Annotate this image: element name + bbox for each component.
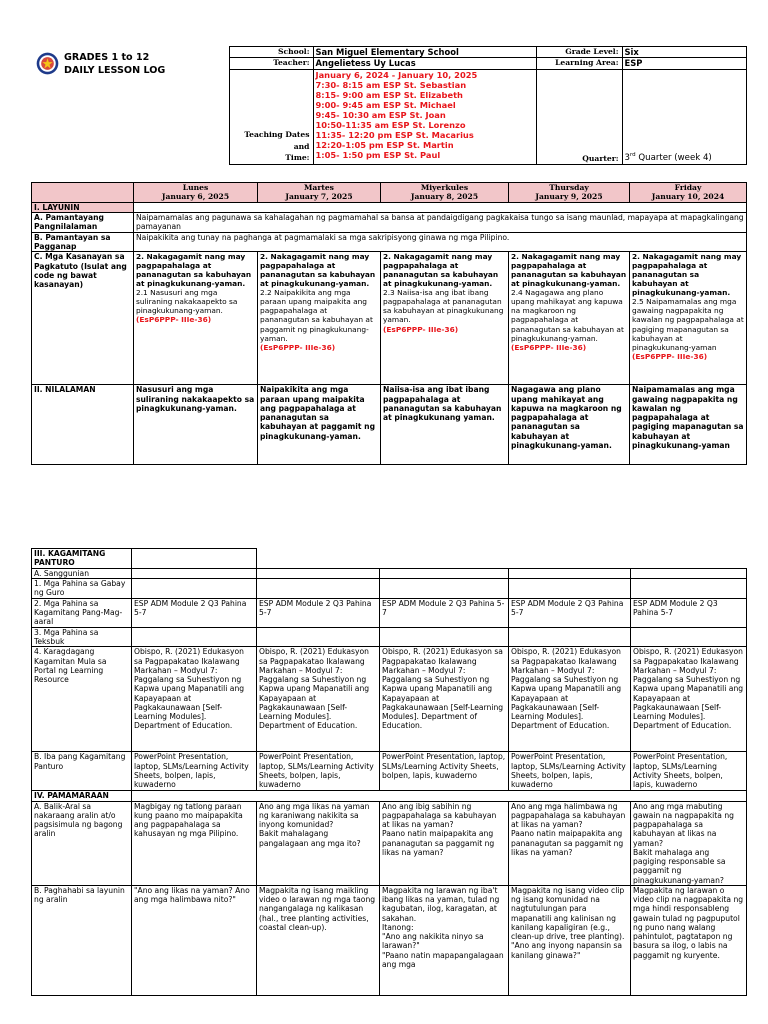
iba-label: B. Iba pang Kagamitang Panturo — [32, 752, 132, 791]
empty-cell — [257, 568, 380, 578]
teksbuk-label: 3. Mga Pahina sa Teksbuk — [32, 627, 132, 647]
day-name: Martes — [304, 183, 334, 192]
kagamitan-heading-row — [32, 549, 747, 569]
school-value: San Miguel Elementary School — [313, 47, 536, 58]
portal-cell: Obispo, R. (2021) Edukasyon sa Pagpapakatao Ikalawang Markahan – Modyul 7: Paggalang sa Suhestiyon ng Kapwa upang Mapanatili ang Kapayapaan at Pagkakaunawaan [Self-Learning Modules]. Department of Education. — [631, 647, 747, 752]
schedule — [313, 69, 536, 164]
iba-row — [32, 752, 747, 791]
pamantayang-row — [32, 212, 747, 232]
portal-label: 4. Karagdagang Kagamitan Mula sa Portal ng Learning Resource — [32, 647, 132, 752]
balik-aral-label: A. Balik-Aral sa nakaraang aralin at/o pagsisimula ng bagong aralin — [32, 801, 132, 885]
quarter-value — [622, 69, 746, 164]
kasanayan-row — [32, 252, 747, 385]
empty-cell — [132, 568, 257, 578]
day-header-wednesday — [381, 183, 509, 203]
balik-aral-cell: Ano ang mga mabuting gawain na nagpapakita ng pagpapahalaga sa kabuhayan at likas na yaman? Bakit mahalaga ang pagiging responsable sa paggamit ng pinagkukunang-yaman? — [631, 801, 747, 885]
teacher-value: Angelietess Uy Lucas — [313, 58, 536, 69]
empty-cell — [509, 627, 631, 647]
teksbuk-row — [32, 627, 747, 647]
comp-code: (EsP6PPP- IIIe-36) — [383, 324, 459, 334]
empty-cell — [380, 578, 509, 598]
day-name: Lunes — [182, 183, 209, 192]
day-name: Miyerkules — [420, 183, 469, 192]
comp-text: 2.2 Naipakikita ang mga paraan upang maipakita ang pagpapahalaga at pananagutan sa kabuhayan at paggamit ng pinagkukunang-yaman. — [260, 288, 373, 343]
empty-cell — [509, 568, 631, 578]
gabay-row — [32, 578, 747, 598]
comp-text: 2.3 Naiisa-isa ang ibat ibang pagpapahalaga at pananagutan sa kabuhayan at pinagkukunang yaman. — [383, 288, 504, 325]
empty-cell — [257, 627, 380, 647]
kagamitan-heading-blank — [132, 549, 257, 569]
schedule-line: 7:30- 8:15 am ESP St. Sebastian — [315, 79, 467, 90]
comp-head: 2. Nakagagamit nang may pagpapahalaga at pananagutan sa kabuhayan at pinagkukunang-yaman. — [511, 252, 627, 289]
portal-cell: Obispo, R. (2021) Edukasyon sa Pagpapakatao Ikalawang Markahan – Modyul 7: Paggalang sa Suhestiyon ng Kapwa upang Mapanatili ang Kapayapaan at Pagkakaunawaan [Self-Learning Modules]. Department of Education. — [509, 647, 631, 752]
empty-cell — [380, 568, 509, 578]
portal-cell: Obispo, R. (2021) Edukasyon sa Pagpapakatao Ikalawang Markahan – Modyul 7: Paggalang sa Suhestiyon ng Kapwa upang Mapanatili ang Kapayapaan at Pagkakaunawaan [Self-Learning Modules]. Department of Education. — [132, 647, 257, 752]
quarter-label: Quarter: — [536, 69, 622, 164]
paghahabi-cell: Magpakita ng isang maikling video o larawan ng mga taong nangangalaga ng kalikasan (hal., tree planting activities, coastal clean-up). — [257, 885, 380, 995]
title-grades: GRADES 1 to 12 — [64, 51, 150, 63]
day-header-friday — [630, 183, 747, 203]
sanggunian-label: A. Sanggunian — [32, 568, 132, 578]
comp-head: 2. Nakagagamit nang may pagpapahalaga at pananagutan sa kabuhayan at pinagkukunang-yaman. — [632, 252, 742, 298]
iba-cell: PowerPoint Presentation, laptop, SLMs/Learning Activity Sheets, bolpen, lapis, kuwaderno — [132, 752, 257, 791]
module-cell: ESP ADM Module 2 Q3 Pahina 5-7 — [509, 598, 631, 627]
empty-cell — [631, 627, 747, 647]
day-name: Thursday — [549, 183, 589, 192]
pang-mag-aaral-row — [32, 598, 747, 627]
day-header-monday — [134, 183, 258, 203]
schedule-line: 9:00- 9:45 am ESP St. Michael — [315, 99, 456, 110]
quarter-text: Quarter (week 4) — [635, 153, 712, 164]
comp-head: 2. Nakagagamit nang may pagpapahalaga at pananagutan sa kabuhayan at pinagkukunang-yaman. — [136, 252, 252, 289]
comp-head: 2. Nakagagamit nang may pagpapahalaga at pananagutan sa kabuhayan at pinagkukunang-yaman. — [260, 252, 376, 289]
kasanayan-cell — [630, 252, 747, 385]
pang-mag-aaral-label: 2. Mga Pahina sa Kagamitang Pang-Mag-aaral — [32, 598, 132, 627]
teacher-label: Teacher: — [229, 58, 313, 69]
module-cell: ESP ADM Module 2 Q3 Pahina 5-7 — [380, 598, 509, 627]
deped-seal-icon — [36, 52, 59, 75]
pagganap-row — [32, 232, 747, 252]
paghahabi-cell: Magpakita ng larawan ng iba't ibang likas na yaman, tulad ng kagubatan, ilog, karagatan, at sakahan. Itanong: "Ano ang nakikita ninyo sa larawan?" "Paano natin mapapangalagaan ang mga — [380, 885, 509, 995]
portal-cell: Obispo, R. (2021) Edukasyon sa Pagpapakatao Ikalawang Markahan – Modyul 7: Paggalang sa Suhestiyon ng Kapwa upang Mapanatili ang Kapayapaan at Pagkakaunawaan [Self-Learning Modules]. Department of Education. — [380, 647, 509, 752]
layunin-blank — [134, 202, 747, 212]
empty-cell — [631, 578, 747, 598]
schedule-line: 11:35- 12:20 pm ESP St. Macarius — [315, 130, 474, 141]
area-value: ESP — [622, 58, 746, 69]
objectives-table — [31, 182, 747, 465]
paghahabi-row — [32, 885, 747, 995]
portal-cell: Obispo, R. (2021) Edukasyon sa Pagpapakatao Ikalawang Markahan – Modyul 7: Paggalang sa Suhestiyon ng Kapwa upang Mapanatili ang Kapayapaan at Pagkakaunawaan [Self-Learning Modules]. Department of Education. — [257, 647, 380, 752]
procedure-table — [31, 548, 747, 996]
empty-cell — [132, 578, 257, 598]
title-block — [31, 47, 229, 165]
nilalaman-cell: Naipakikita ang mga paraan upang maipakita ang pagpapahalaga at pananagutan sa kabuhayan at paggamit ng pinagkukunang-yaman. — [258, 385, 381, 465]
balik-aral-cell: Magbigay ng tatlong paraan kung paano mo maipapakita ang pagpapahalaga sa kahusayan ng mga Pilipino. — [132, 801, 257, 885]
paghahabi-cell: "Ano ang likas na yaman? Ano ang mga halimbawa nito?" — [132, 885, 257, 995]
nilalaman-row — [32, 385, 747, 465]
portal-row — [32, 647, 747, 752]
day-date: January 7, 2025 — [285, 192, 353, 202]
balik-aral-cell: Ano ang mga likas na yaman ng karaniwang nakikita sa inyong komunidad? Bakit mahalagang pangalagaan ang mga ito? — [257, 801, 380, 885]
day-date: January 8, 2025 — [410, 192, 479, 202]
header-table — [31, 46, 747, 165]
dates-label-line2: Time: — [285, 153, 310, 163]
kasanayan-label: C. Mga Kasanayan sa Pagkatuto (Isulat ang code ng bawat kasanayan) — [32, 252, 134, 385]
layunin-heading: I. LAYUNIN — [32, 202, 134, 212]
paghahabi-cell: Magpakita ng larawan o video clip na nagpapakita ng mga hindi responsableng gawain tulad ng pagpuputol ng puno nang walang pahintulot, pagtatapon ng basura sa ilog, o labis na paggamit ng kuryente. — [631, 885, 747, 995]
day-header-row — [32, 183, 747, 203]
kagamitan-heading-empty — [257, 549, 747, 569]
nilalaman-label: II. NILALAMAN — [32, 385, 134, 465]
module-cell: ESP ADM Module 2 Q3 Pahina 5-7 — [631, 598, 747, 627]
balik-aral-row — [32, 801, 747, 885]
iba-cell: PowerPoint Presentation, laptop, SLMs/Learning Activity Sheets, bolpen, lapis, kuwaderno — [380, 752, 509, 791]
quarter-suffix: rd — [629, 152, 636, 159]
pagganap-label: B. Pamantayan sa Pagganap — [32, 232, 134, 252]
grade-label: Grade Level: — [536, 47, 622, 58]
balik-aral-cell: Ano ang mga halimbawa ng pagpapahalaga sa kabuhayan at likas na yaman? Paano natin maipapakita ang pananagutan sa paggamit ng likas na yaman? — [509, 801, 631, 885]
gabay-label: 1. Mga Pahina sa Gabay ng Guro — [32, 578, 132, 598]
schedule-line: 12:20-1:05 pm ESP St. Martin — [315, 140, 454, 151]
school-label: School: — [229, 47, 313, 58]
day-header-thursday — [509, 183, 630, 203]
comp-code: (EsP6PPP- IIIe-36) — [260, 342, 336, 352]
schedule-line: 10:50-11:35 am ESP St. Lorenzo — [315, 120, 466, 131]
empty-cell — [380, 627, 509, 647]
comp-code: (EsP6PPP- IIIe-36) — [632, 351, 708, 361]
empty-cell — [132, 627, 257, 647]
pamantayang-text: Naipamamalas ang pagunawa sa kahalagahan ng pagmamahal sa bansa at pandaigdigang pagkakaisa tungo sa isang maunlad, mapayapa at mapagkalingang pamayanan — [134, 212, 747, 232]
schedule-line: 9:45- 10:30 am ESP St. Joan — [315, 109, 446, 120]
day-header-blank — [32, 183, 134, 203]
module-cell: ESP ADM Module 2 Q3 Pahina 5-7 — [132, 598, 257, 627]
day-date: January 10, 2024 — [651, 192, 725, 202]
schedule-line: 1:05- 1:50 pm ESP St. Paul — [315, 150, 441, 161]
day-name: Friday — [674, 183, 702, 192]
dates-label-line1: Teaching Dates and — [244, 130, 310, 151]
day-date: January 9, 2025 — [535, 192, 603, 202]
schedule-line: 8:15- 9:00 am ESP St. Elizabeth — [315, 89, 463, 100]
empty-cell — [509, 578, 631, 598]
layunin-row — [32, 202, 747, 212]
nilalaman-cell: Nagagawa ang plano upang mahikayat ang kapuwa na magkaroon ng pagpapahalaga at pananagutan sa kabuhayan at pinagkukunang-yaman. — [509, 385, 630, 465]
nilalaman-cell: Nasusuri ang mga suliraning nakakaapekto sa pinagkukunang-yaman. — [134, 385, 258, 465]
iba-cell: PowerPoint Presentation, laptop, SLMs/Learning Activity Sheets, bolpen, lapis, kuwaderno — [257, 752, 380, 791]
pamamaraan-heading: IV. PAMAMARAAN — [32, 791, 132, 801]
pamantayang-label: A. Pamantayang Pangnilalaman — [32, 212, 134, 232]
balik-aral-cell: Ano ang ibig sabihin ng pagpapahalaga sa kabuhayan at likas na yaman? Paano natin maipapakita ang pananagutan sa paggamit ng likas na yaman? — [380, 801, 509, 885]
comp-code: (EsP6PPP- IIIe-36) — [136, 315, 212, 325]
kasanayan-cell — [258, 252, 381, 385]
sanggunian-row — [32, 568, 747, 578]
day-header-tuesday — [258, 183, 381, 203]
empty-cell — [257, 578, 380, 598]
pamamaraan-heading-blank — [132, 791, 747, 801]
kagamitan-heading: III. KAGAMITANG PANTURO — [32, 549, 132, 569]
empty-cell — [631, 568, 747, 578]
grade-value: Six — [622, 47, 746, 58]
iba-cell: PowerPoint Presentation, laptop, SLMs/Learning Activity Sheets, bolpen, lapis, kuwaderno — [509, 752, 631, 791]
iba-cell: PowerPoint Presentation, laptop, SLMs/Learning Activity Sheets, bolpen, lapis, kuwaderno — [631, 752, 747, 791]
pagganap-text: Naipakikita ang tunay na paghanga at pagmamalaki sa mga sakripisyong ginawa ng mga Pilipino. — [134, 232, 747, 252]
kasanayan-cell — [509, 252, 630, 385]
day-date: January 6, 2025 — [161, 192, 230, 202]
kasanayan-cell — [134, 252, 258, 385]
pamamaraan-heading-row — [32, 791, 747, 801]
dates-label — [229, 69, 313, 164]
comp-text: 2.1 Nasusuri ang mga suliraning nakakaapekto sa pinagkukunang-yaman. — [136, 288, 238, 316]
comp-code: (EsP6PPP- IIIe-36) — [511, 342, 587, 352]
area-label: Learning Area: — [536, 58, 622, 69]
title-dll: DAILY LESSON LOG — [64, 64, 166, 76]
paghahabi-cell: Magpakita ng isang video clip ng isang komunidad na nagtutulungan para mapanatili ang kalinisan ng kanilang kapaligiran (e.g., clean-up drive, tree planting). "Ano ang inyong napansin sa kanilang ginawa?" — [509, 885, 631, 995]
schedule-line: January 6, 2024 - January 10, 2025 — [315, 69, 478, 80]
comp-text: 2.5 Naipamamalas ang mga gawaing nagpapakita ng kawalan ng pagpapahalaga at pagiging mapanagutan sa kabuhayan at pinagkukunang-yaman — [632, 297, 744, 352]
comp-head: 2. Nakagagamit nang may pagpapahalaga at pananagutan sa kabuhayan at pinagkukunang-yaman. — [383, 252, 499, 289]
nilalaman-cell: Naiisa-isa ang ibat ibang pagpapahalaga at pananagutan sa kabuhayan at pinagkukunang yaman. — [381, 385, 509, 465]
module-cell: ESP ADM Module 2 Q3 Pahina 5-7 — [257, 598, 380, 627]
nilalaman-cell: Naipamamalas ang mga gawaing nagpapakita ng kawalan ng pagpapahalaga at pagiging mapanagutan sa kabuhayan at pinagkukunang-yaman — [630, 385, 747, 465]
quarter-number: 3 — [624, 153, 630, 164]
comp-text: 2.4 Nagagawa ang plano upang mahikayat ang kapuwa na magkaroon ng pagpapahalaga at pananagutan sa kabuhayan at pinagkukunang-yaman. — [511, 288, 624, 343]
kasanayan-cell — [381, 252, 509, 385]
paghahabi-label: B. Paghahabi sa layunin ng aralin — [32, 885, 132, 995]
